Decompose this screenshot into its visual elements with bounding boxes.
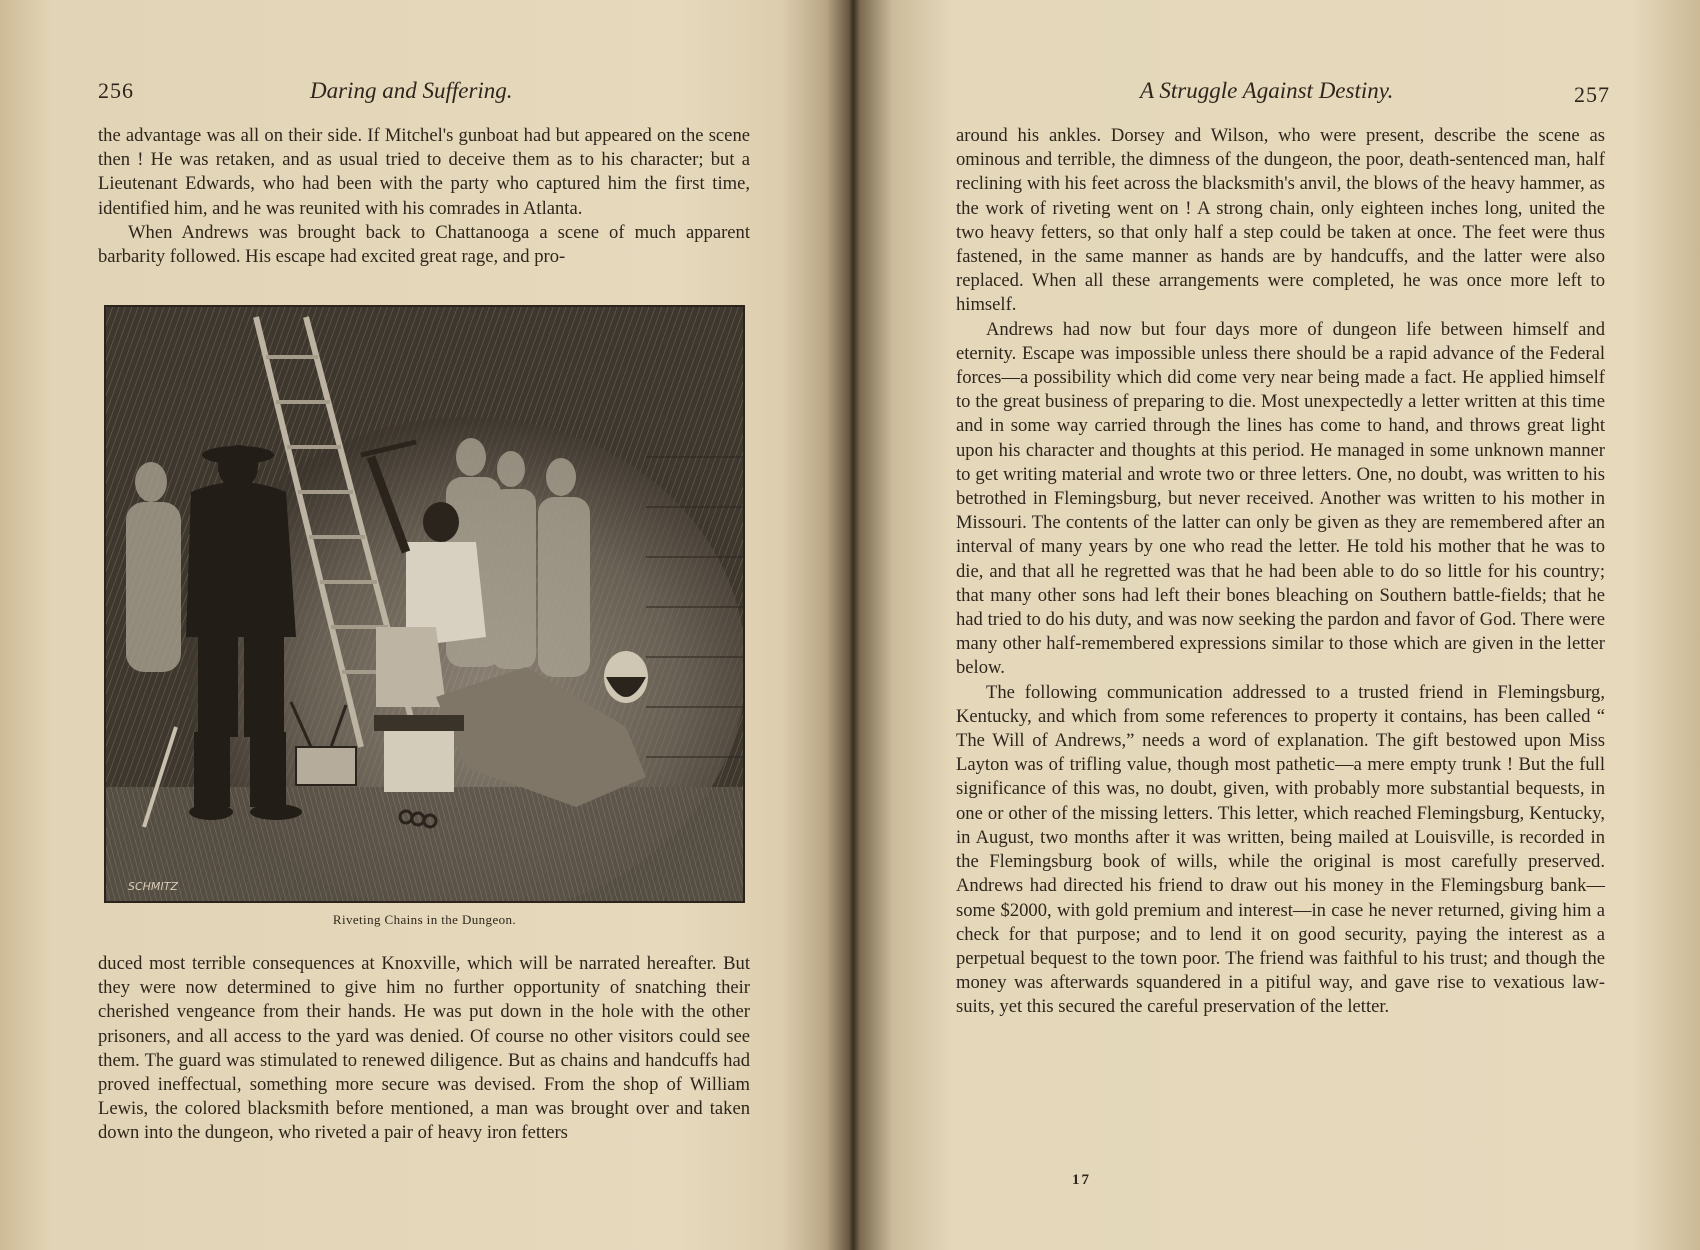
left-page-number: 256 — [98, 78, 134, 103]
left-paragraph-2: When Andrews was brought back to Chattanooga a scene of much apparent barbarity followed. His escape had excited great rage, and pro- — [98, 221, 750, 268]
right-paragraph-1: around his ankles. Dorsey and Wilson, who were present, describe the scene as ominous and terrible, the dimness of the dungeon, the poor, death-sentenced man, half reclining with his feet across the blacksmith's anvil, the blows of the heavy hammer, as the work of riveting went on ! A strong chain, only eighteen inches long, united the two heavy fetters, so that only half a step could be taken at once. The feet were thus fastened, in the same manner as hands are by handcuffs, and the latter were also replaced. When all these arrangements were completed, he was once more left to himself. — [956, 125, 1605, 316]
left-running-title: Daring and Suffering. — [310, 78, 513, 103]
right-page-number: 257 — [1574, 82, 1610, 107]
right-running-title: A Struggle Against Destiny. — [1140, 78, 1394, 103]
right-paragraph-3: The following communication addressed to a trusted friend in Flemingsburg, Kentucky, and which from some references to property it contains, has been called “ The Will of Andrews,” needs a word of explanation. The gift bestowed upon Miss Layton was of trifling value, though most pathetic—a mere empty trunk ! But the full significance of this was, no doubt, given, with probably more substantial bequests, in one or other of the missing letters. This letter, which reached Flemingsburg, Kentucky, in August, two months after it was written, being mailed at Louisville, is recorded in the Flemingsburg book of wills, while the original is most carefully preserved. Andrews had directed his friend to draw out his money in the Flemingsburg bank—some $2000, with gold premium and interest—in case he never returned, giving him a check for that purpose; and to lend it on good security, paying the interest as a perpetual bequest to the town poor. The friend was faithful to his trust; and though the money was afterwards squandered in a pitiful way, and gave rise to vexatious law-suits, yet this secured the careful preservation of the letter. — [956, 681, 1605, 1018]
illustration-caption: Riveting Chains in the Dungeon. — [332, 912, 517, 927]
dungeon-engraving-image — [106, 307, 743, 901]
left-paragraph-1: the advantage was all on their side. If Mitchel's gunboat had but appeared on the scene then ! He was retaken, and as usual tried to deceive them as to his character; but a Lieutenant Edwards, who had been with the party who captured him the first time, identified him, and he was reunited with his comrades in Atlanta. — [98, 125, 750, 219]
right-text — [956, 124, 1605, 1020]
left-text-bottom — [98, 952, 750, 1146]
right-page — [850, 0, 1700, 1250]
left-paragraph-3: duced most terrible consequences at Knoxville, which will be narrated hereafter. But they were now determined to give him no further opportunity of snatching their cherished vengeance from their hands. He was put down in the hole with the other prisoners, and all access to the yard was denied. Of course no other visitors could see them. The guard was stimulated to renewed diligence. But as chains and handcuffs had proved ineffectual, something more secure was devised. From the shop of William Lewis, the colored blacksmith before mentioned, a man was brought over and taken down into the dungeon, who riveted a pair of heavy iron fetters — [98, 953, 750, 1144]
signature-mark: 17 — [1072, 1172, 1091, 1188]
engraving-illustration — [104, 305, 745, 903]
right-paragraph-2: Andrews had now but four days more of dungeon life between himself and eternity. Escape was impossible unless there should be a rapid advance of the Federal forces—a possibility which did come very near being made a fact. He applied himself to the great business of preparing to die. Most unexpectedly a letter written at this time and in some way carried through the lines has come to hand, and throws great light upon his character and thoughts at this period. He managed in some unknown manner to get writing material and wrote two or three letters. One, no doubt, was written to his betrothed in Flemingsburg, but never received. Another was written to his mother in Missouri. The contents of the latter can only be given as they are remembered after an interval of many years by one who read the letter. He told his mother that he was to die, and that all he regretted was that he had been able to do so little for his country; that many other sons had left their bones bleaching on Southern battle-fields; that he had tried to do his duty, and was now seeking the pardon and favor of God. There were many other half-remembered expressions similar to those which are given in the letter below. — [956, 318, 1605, 679]
engraver-signature: SCHMITZ — [128, 880, 178, 893]
left-text-top — [98, 124, 750, 269]
